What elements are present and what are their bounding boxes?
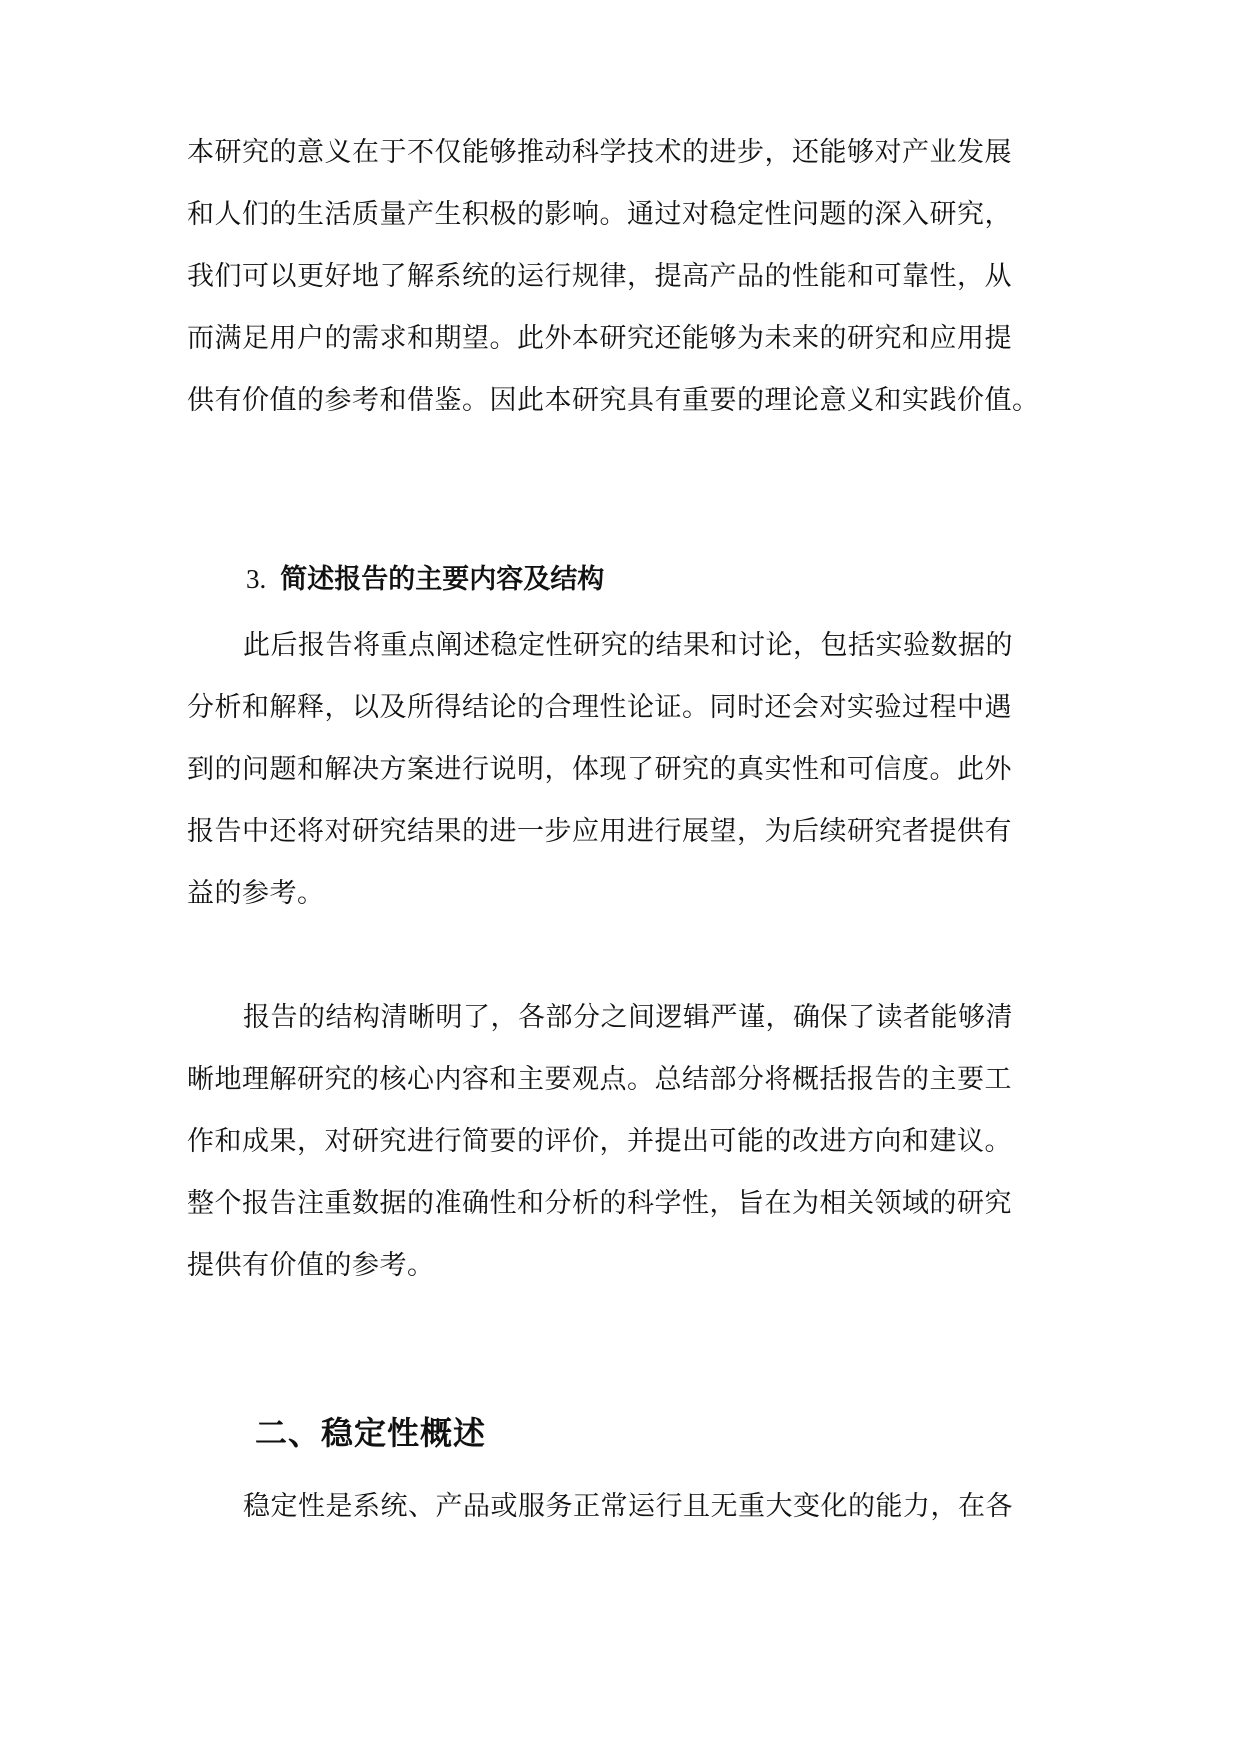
paragraph-stability-definition [187,1476,1051,1538]
section-heading-3 [246,548,604,611]
text-line: 供有价值的参考和借鉴。因此本研究具有重要的理论意义和实践价值。 [187,385,1040,416]
text-line: 稳定性是系统、产品或服务正常运行且无重大变化的能力，在各 [243,1491,1013,1522]
text-line: 和人们的生活质量产生积极的影响。通过对稳定性问题的深入研究， [187,199,1012,230]
section-title: 简述报告的主要内容及结构 [280,564,605,595]
paragraph-significance [187,122,1051,432]
paragraph-report-structure [187,987,1051,1297]
text-line: 报告的结构清晰明了，各部分之间逻辑严谨，确保了读者能够清 [243,1002,1013,1033]
section-number: 3. [246,564,267,594]
paragraph-report-content [187,615,1051,925]
text-line: 此后报告将重点阐述稳定性研究的结果和讨论，包括实验数据的 [243,630,1013,661]
text-line: 而满足用户的需求和期望。此外本研究还能够为未来的研究和应用提 [187,323,1012,354]
chapter-heading-2: 二、稳定性概述 [255,1414,487,1452]
text-line: 本研究的意义在于不仅能够推动科学技术的进步，还能够对产业发展 [187,137,1012,168]
text-line: 报告中还将对研究结果的进一步应用进行展望，为后续研究者提供有 [187,816,1012,847]
text-line: 作和成果，对研究进行简要的评价，并提出可能的改进方向和建议。 [187,1126,1012,1157]
text-line: 整个报告注重数据的准确性和分析的科学性，旨在为相关领域的研究 [187,1188,1012,1219]
text-line: 分析和解释，以及所得结论的合理性论证。同时还会对实验过程中遇 [187,692,1012,723]
text-line: 到的问题和解决方案进行说明，体现了研究的真实性和可信度。此外 [187,754,1012,785]
text-line: 晰地理解研究的核心内容和主要观点。总结部分将概括报告的主要工 [187,1064,1012,1095]
text-line: 提供有价值的参考。 [187,1250,435,1281]
text-line: 我们可以更好地了解系统的运行规律，提高产品的性能和可靠性，从 [187,261,1012,292]
text-line: 益的参考。 [187,878,325,909]
